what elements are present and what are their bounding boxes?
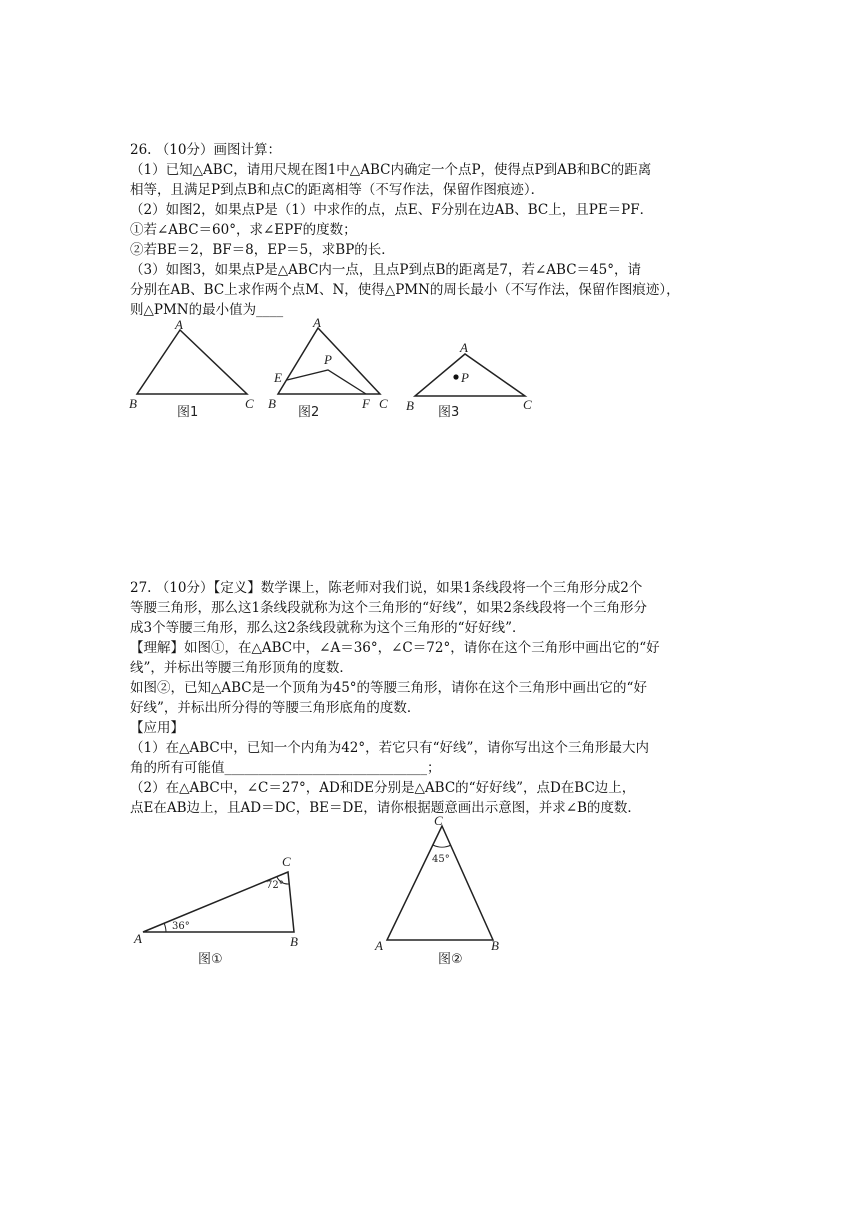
fig-1-angle-a: 36° xyxy=(172,921,190,932)
fig2-label-b: B xyxy=(268,396,276,411)
fig-2-label-a: A xyxy=(375,938,383,953)
fig2-label-e: E xyxy=(274,370,282,385)
fig2-label-a: A xyxy=(313,315,321,330)
fig2-label-f: F xyxy=(362,396,370,411)
fig-1-label-a: A xyxy=(134,931,142,946)
q27-line-3: 成3个等腰三角形，那么这2条线段就称为这个三角形的“好好线”． xyxy=(130,620,526,636)
q26-line-8: 分别在AB、BC上求作两个点M、N，使得△PMN的周长最小（不写作法，保留作图痕迹）， xyxy=(130,282,680,298)
q26-line-4: （2）如图2，如果点P是（1）中求作的点，点E、F分别在边AB、BC上，且PE＝PF． xyxy=(130,202,654,218)
fig1-label-a: A xyxy=(175,317,183,332)
fig-1-label-c: C xyxy=(282,854,291,869)
fig1-label-c: C xyxy=(245,396,254,411)
fig3-label-a: A xyxy=(460,340,468,355)
fig1-label-b: B xyxy=(129,396,137,411)
q27-line-5: 线”，并标出等腰三角形顶角的度数． xyxy=(130,660,353,676)
q26-figure-3 xyxy=(402,338,542,428)
q27-line-1: 27. （10分）【定义】数学课上，陈老师对我们说，如果1条线段将一个三角形分成2个 xyxy=(130,580,643,596)
q26-figure-2 xyxy=(268,314,398,424)
q27-line-12: 点E在AB边上，且AD＝DC，BE＝DE，请你根据题意画出示意图，并求∠B的度数． xyxy=(130,800,641,816)
q27-line-9: （1）在△ABC中，已知一个内角为42°，若它只有“好线”，请你写出这个三角形最大内 xyxy=(130,740,649,756)
q26-line-5: ①若∠ABC＝60°，求∠EPF的度数； xyxy=(130,222,357,238)
q26-line-1: 26. （10分）画图计算： xyxy=(130,142,281,158)
fig2-label-c: C xyxy=(379,396,388,411)
fig2-caption: 图2 xyxy=(298,405,320,420)
q26-line-3: 相等，且满足P到点B和点C的距离相等（不写作法，保留作图痕迹）． xyxy=(130,182,545,198)
fig3-label-c: C xyxy=(523,397,532,412)
fig-2-caption: 图② xyxy=(438,952,463,967)
q27-line-2: 等腰三角形，那么这1条线段就称为这个三角形的“好线”，如果2条线段将一个三角形分 xyxy=(130,600,647,616)
fig-2-label-c: C xyxy=(434,813,443,828)
fig-2-angle-c: 45° xyxy=(432,854,450,865)
fig-2-label-b: B xyxy=(491,938,499,953)
fig3-label-b: B xyxy=(406,398,414,413)
q27-line-11: （2）在△ABC中，∠C＝27°，AD和DE分别是△ABC的“好好线”，点D在BC边上， xyxy=(130,780,636,796)
fig-1-angle-c: 72° xyxy=(266,880,284,891)
fig-1-caption: 图① xyxy=(198,952,223,967)
q26-line-2: （1）已知△ABC，请用尺规在图1中△ABC内确定一个点P，使得点P到AB和BC的距离 xyxy=(130,162,652,178)
q27-figure-1 xyxy=(128,848,313,968)
fig-1-label-b: B xyxy=(290,934,298,949)
q27-line-4: 【理解】如图①，在△ABC中，∠A＝36°，∠C＝72°，请你在这个三角形中画出它的“好 xyxy=(130,640,660,656)
q26-line-7: （3）如图3，如果点P是△ABC内一点，且点P到点B的距离是7，若∠ABC＝45°，请 xyxy=(130,262,641,278)
fig3-label-p: P xyxy=(461,370,469,385)
q26-line-9: 则△PMN的最小值为____ xyxy=(130,302,284,318)
fig1-caption: 图1 xyxy=(177,405,199,420)
fig3-point-p xyxy=(453,374,458,379)
fig3-caption: 图3 xyxy=(438,405,460,420)
q27-line-6: 如图②，已知△ABC是一个顶角为45°的等腰三角形，请你在这个三角形中画出它的“好 xyxy=(130,680,647,696)
q26-figure-1 xyxy=(125,318,265,424)
q27-line-10: 角的所有可能值______________________________； xyxy=(130,760,441,776)
q27-line-7: 好线”，并标出所分得的等腰三角形底角的度数． xyxy=(130,700,421,716)
q26-line-6: ②若BE＝2，BF＝8，EP＝5，求BP的长． xyxy=(130,242,395,258)
fig2-label-p: P xyxy=(324,352,332,367)
q27-figure-2 xyxy=(370,812,520,972)
q27-line-8: 【应用】 xyxy=(130,720,184,736)
